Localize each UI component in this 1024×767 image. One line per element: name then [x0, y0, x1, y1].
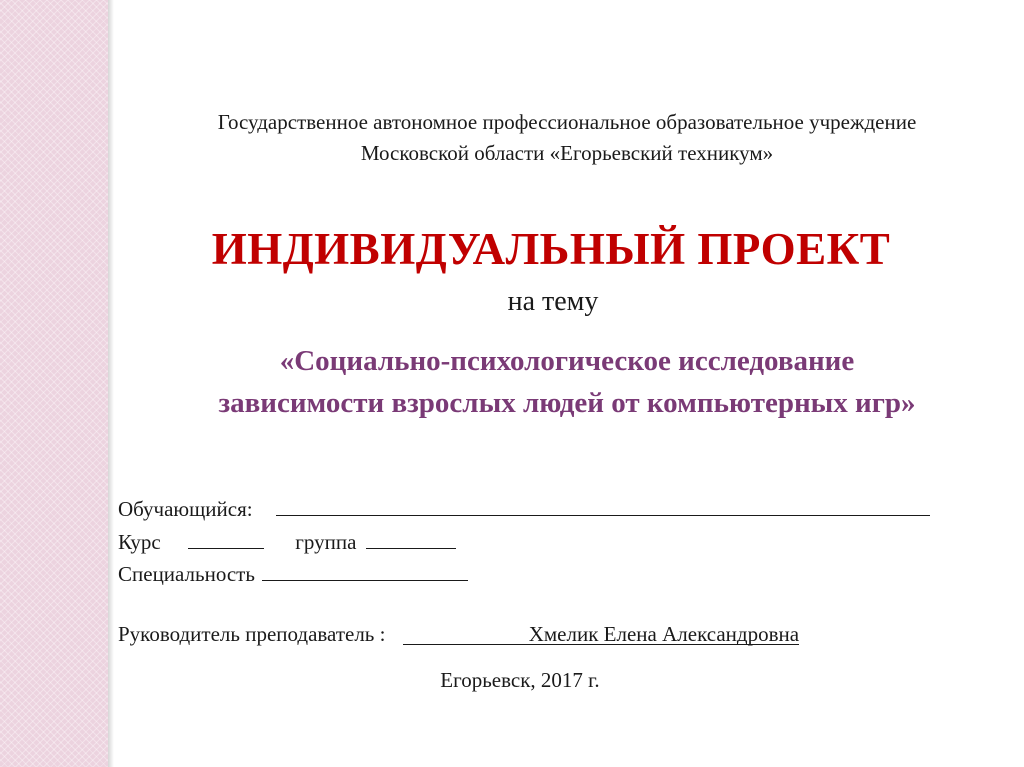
course-group-row — [118, 530, 456, 555]
specialty-blank-line[interactable] — [262, 562, 468, 581]
specialty-row — [118, 562, 468, 587]
institution-line-2: Московской области «Егорьевский техникум» — [360, 141, 774, 165]
student-label: Обучающийся: — [118, 497, 253, 521]
institution-line-1: Государственное автономное профессиональное образовательное учреждение — [217, 110, 917, 134]
title-page — [114, 0, 1024, 767]
topic-line-1: «Социально-психологическое исследование — [279, 345, 855, 377]
student-blank-line[interactable] — [276, 497, 930, 516]
course-label: Курс — [118, 530, 161, 554]
supervisor-name: Хмелик Елена Александровна — [403, 624, 799, 645]
supervisor-row — [118, 622, 799, 647]
decorative-side-band — [0, 0, 108, 767]
course-blank-line[interactable] — [188, 530, 264, 549]
specialty-label: Специальность — [118, 562, 255, 586]
group-blank-line[interactable] — [366, 530, 456, 549]
project-topic — [114, 340, 1020, 424]
student-row — [118, 497, 930, 522]
institution-name — [114, 107, 1020, 169]
topic-line-2: зависимости взрослых людей от компьютерных игр» — [218, 387, 916, 419]
group-label: группа — [295, 530, 357, 554]
document-title: ИНДИВИДУАЛЬНЫЙ ПРОЕКТ — [211, 224, 891, 274]
on-topic-label: на тему — [507, 286, 599, 317]
city-year: Егорьевск, 2017 г. — [440, 668, 600, 692]
supervisor-label: Руководитель преподаватель : — [118, 622, 386, 646]
